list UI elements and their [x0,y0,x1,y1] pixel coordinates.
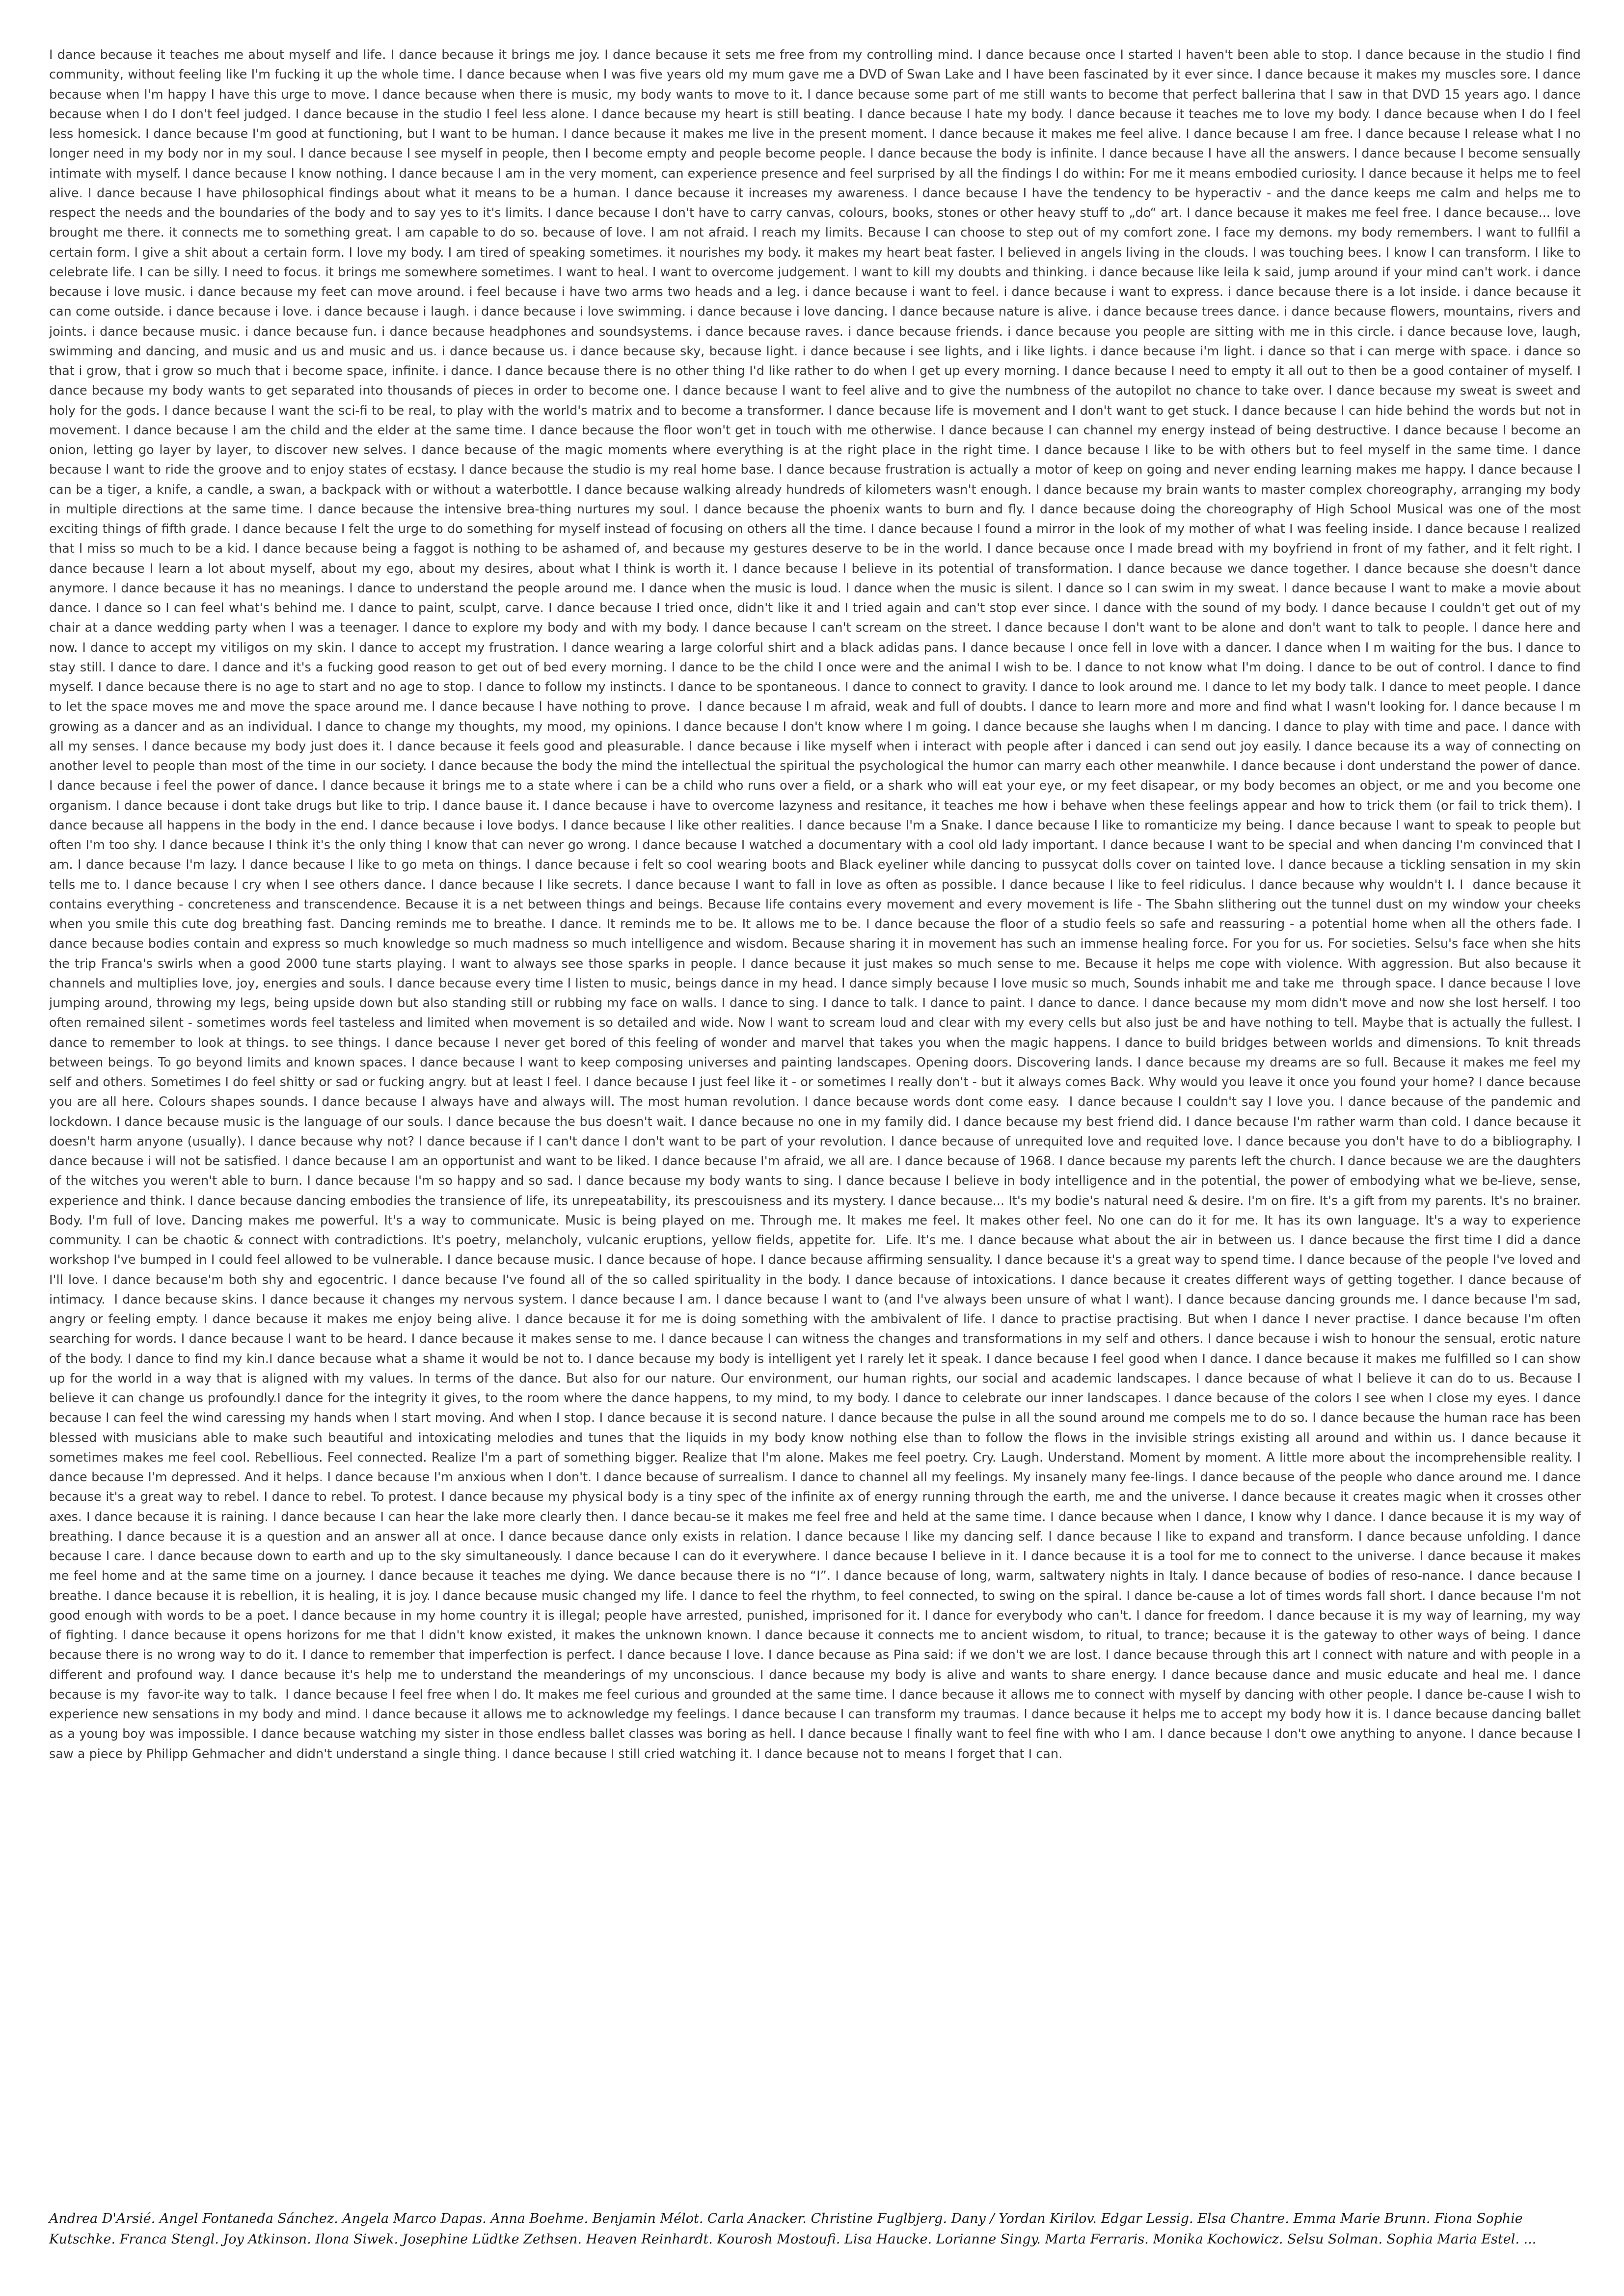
body-text: I dance because it teaches me about myself and life. I dance because it brings me joy. I dance because it sets me free from my controlling mind. I dance because once I started I haven't been able to stop. I dance because in the studio I find community, without feeling like I'm fucking it up the whole time. I dance because when I was five years old my mum gave me a DVD of Swan Lake and I have been fascinated by it ever since. I dance because it makes my muscles sore. I dance because when I'm happy I have this urge to move. I dance because when there is music, my body wants to move to it. I dance because some part of me still wants to become that perfect ballerina that I saw in that DVD 15 years ago. I dance because when I do I don't feel judged. I dance because in the studio I feel less alone. I dance because my heart is still beating. I dance because I hate my body. I dance because it teaches me to love my body. I dance because when I do I feel less homesick. I dance because I'm good at functioning, but I want to be human. I dance because it makes me live in the present moment. I dance because it makes me feel alive. I dance because I am free. I dance because I release what I no longer need in my body nor in my soul. I dance because I see myself in people, then I become empty and people become people. I dance because the body is infinite. I dance because I have all the answers. I dance because I become sensually intimate with myself. I dance because I know nothing. I dance because I am in the very moment, can experience presence and feel surprised by all the findings I do within: For me it means embodied curiosity. I dance because it helps me to feel alive. I dance because I have philosophical findings about what it means to be a human. I dance because it increases my awareness. I dance because I have the tendency to be hyperactiv - and the dance keeps me calm and helps me to respect the needs and the boundaries of the body and to say yes to it's limits. I dance because I don't have to carry canvas, colours, books, stones or other heavy stuff to „do“ art. I dance because it makes me feel free. I dance because... love brought me there. it connects me to something great. I am capable to do so. because of love. I am not afraid. I reach my limits. Because I can choose to step out of my comfort zone. I face my demons. my body remembers. I want to fullfil a certain form. I give a shit about a certain form. I love my body. I am tired of speaking sometimes. it nourishes my body. it makes my heart beat faster. I believed in angels living in the clouds. I was touching bees. I know I can transform. I like to celebrate life. I can be silly. I need to focus. it brings me somewhere sometimes. I want to heal. I want to overcome judgement. I want to kill my doubts and thinking. i dance because like leila k said, jump around if your mind can't work. i dance because i love music. i dance because my feet can move around. i feel because i have two arms two heads and a leg. i dance because i want to feel. i dance because i want to express. i dance because there is a lot inside. i dance because it can come outside. i dance because i love. i dance because i laugh. i dance because i love swimming. i dance because i love dancing. I dance because nature is alive. i dance because trees dance. i dance because flowers, mountains, rivers and joints. i dance because music. i dance because fun. i dance because headphones and soundsystems. i dance because raves. i dance because friends. i dance because you people are sitting with me in this circle. i dance because love, laugh, swimming and dancing, and music and us and music and us. i dance because us. i dance because sky, because light. i dance because i see lights, and i like lights. i dance because i'm light. i dance so that i can merge with space. i dance so that i grow, that i grow so much that i become space, infinite. i dance. I dance because there is no other thing I'd like rather to do when I get up every morning. I dance because I need to empty it all out to then be a good container of myself. I dance because my body wants to get separated into thousands of pieces in order to become one. I dance because I want to feel alive and to give the numbness of the autopilot no chance to take over. I dance because my sweat is sweet and holy for the gods. I dance because I want the sci-fi to be real, to play with the world's matrix and to become a transformer. I dance because life is movement and I don't want to get stuck. I dance because I can hide behind the words but not in movement. I dance because I am the child and the elder at the same time. I dance because the floor won't get in touch with me otherwise. I dance because I can channel my energy instead of being destructive. I dance because I become an onion, letting go layer by layer, to discover new selves. I dance because of the magic moments where everything is at the right place in the right time. I dance because I like to be with others but to feel myself in the same time. I dance because I want to ride the groove and to enjoy states of ecstasy. I dance because the studio is my real home base. I dance because frustration is actually a motor of keep on going and never ending learning makes me happy. I dance because I can be a tiger, a knife, a candle, a swan, a backpack with or without a waterbottle. I dance because walking already hundreds of kilometers wasn't enough. I dance because my brain wants to master complex choreography, arranging my body in multiple directions at the same time. I dance because the intensive brea-thing nurtures my soul. I dance because the phoenix wants to burn and fly. I dance because doing the choreography of High School Musical was one of the most exciting things of fifth grade. I dance because I felt the urge to do something for myself instead of focusing on others all the time. I dance because I found a mirror in the look of my mother of what I was feeling inside. I dance because I realized that I miss so much to be a kid. I dance because being a faggot is nothing to be ashamed of, and because my gestures deserve to be in the world. I dance because once I made bread with my boyfriend in front of my father, and it felt right. I dance because I learn a lot about myself, about my ego, about my desires, about what I think is worth it. I dance because I believe in its potential of transformation. I dance because we dance together. I dance because she doesn't dance anymore. I dance because it has no meanings. I dance to understand the people around me. I dance when the music is loud. I dance when the music is silent. I dance so I can swim in my sweat. I dance because I want to make a movie about dance. I dance so I can feel what's behind me. I dance to paint, sculpt, carve. I dance because I tried once, didn't like it and I tried again and can't stop ever since. I dance with the sound of my body. I dance because I couldn't get out of my chair at a dance wedding party when I was a teenager. I dance to explore my body and with my body. I dance because I can't scream on the street. I dance because I don't want to be alone and don't want to talk to people. I dance here and now. I dance to accept my vitiligos on my skin. I dance to accept my frustration. I dance wearing a large colorful shirt and a black adidas pans. I dance because I once fell in love with a dancer. I dance when I m waiting for the bus. I dance to stay still. I dance to dare. I dance and it's a fucking good reason to get out of bed every morning. I dance to be the child I once were and the animal I wish to be. I dance to not know what I'm doing. I dance to be out of control. I dance to find myself. I dance because there is no age to start and no age to stop. I dance to follow my instincts. I dance to be spontaneous. I dance to connect to gravity. I dance to look around me. I dance to let my body talk. I dance to meet people. I dance to let the space moves me and move the space around me. I dance because I have nothing to prove. I dance because I m afraid, weak and full of doubts. I dance to learn more and more and find what I wasn't looking for. I dance because I m growing as a dancer and as an individual. I dance to change my thoughts, my mood, my opinions. I dance because I don't know where I m going. I dance because she laughs when I m dancing. I dance to play with time and pace. I dance with all my senses. I dance because my body just does it. I dance because it feels good and pleasurable. I dance because i like myself when i interact with people after i danced i can send out joy easily. I dance because its a way of connecting on another level to people than most of the time in our society. I dance because the body the mind the intellectual the spiritual the psychological the humor can marry each other meanwhile. I dance because i dont understand the power of dance. I dance because i feel the power of dance. I dance because it brings me to a state where i can be a child who runs over a field, or a shark who will eat your eye, or my feet disapear, or my body becomes an object, or me and you become one organism. I dance because i dont take drugs but like to trip. I dance bause it. I dance because i have to overcome lazyness and resitance, it teaches me how i behave when these feelings appear and how to trick them (or fail to trick them). I dance because all happens in the body in the end. I dance because i love bodys. I dance because I like other realities. I dance because I'm a Snake. I dance because I like to romanticize my being. I dance because I want to speak to people but often I'm too shy. I dance because I think it's the only thing I know that can never go wrong. I dance because I watched a documentary with a cool old lady important. I dance because I want to be special and when dancing I'm convinced that I am. I dance because I'm lazy. I dance because I like to go meta on things. I dance because i felt so cool wearing boots and Black eyeliner while dancing to pussycat dolls cover on tainted love. I dance because a tickling sensation in my skin tells me to. I dance because I cry when I see others dance. I dance because I like secrets. I dance because I want to fall in love as often as possible. I dance because I like to feel ridiculus. I dance because why wouldn't I. I dance because it contains everything - concreteness and transcendence. Because it is a net between things and beings. Because life contains every movement and every movement is life - The Sbahn slithering out the tunnel dust on my window your cheeks when you smile this cute dog breathing fast. Dancing reminds me to breathe. I dance. It reminds me to be. It allows me to be. I dance because the floor of a studio feels so safe and reassuring - a potential home when all the others fade. I dance because bodies contain and express so much knowledge so much madness so much intelligence and wisdom. Because sharing it in movement has such an immense healing force. For you for us. For societies. Selsu's face when she hits the trip Franca's swirls when a good 2000 tune starts playing. I want to always see those sparks in people. I dance because it just makes so much sense to me. Because it helps me cope with violence. With aggression. But also because it channels and multiplies love, joy, energies and souls. I dance because every time I listen to music, beings dance in my head. I dance simply because I love music so much, Sounds inhabit me and take me through space. I dance because I love jumping around, throwing my legs, being upside down but also standing still or rubbing my face on walls. I dance to sing. I dance to talk. I dance to paint. I dance to dance. I dance because my mom didn't move and now she lost herself. I too often remained silent - sometimes words feel tasteless and limited when movement is so detailed and wide. Now I want to scream loud and clear with my every cells but also just be and have nothing to tell. Maybe that is actually the fullest. I dance to remember to look at things. to see things. I dance because I never get bored of this feeling of wonder and marvel that takes you when the magic happens. I dance to build bridges between worlds and dimensions. To knit threads between beings. To go beyond limits and known spaces. I dance because I want to keep composing universes and painting landscapes. Opening doors. Discovering lands. I dance because my dreams are so full. Because it makes me feel my self and others. Sometimes I do feel shitty or sad or fucking angry. but at least I feel. I dance because I just feel like it - or sometimes I really don't - but it always comes Back. Why would you leave it once you found your home? I dance because you are all here. Colours shapes sounds. I dance because I always have and always will. The most human revolution. I dance because words dont come easy. I dance because I couldn't say I love you. I dance because of the pandemic and lockdown. I dance because music is the language of our souls. I dance because the bus doesn't wait. I dance because no one in my family did. I dance because my best friend did. I dance because I'm rather warm than cold. I dance because it doesn't harm anyone (usually). I dance because why not? I dance because if I can't dance I don't want to be part of your revolution. I dance because of unrequited love and requited love. I dance because you don't have to do a bibliography. I dance because i will not be satisfied. I dance because I am an opportunist and want to be liked. I dance because I'm afraid, we all are. I dance because of 1968. I dance because my parents left the church. I dance because we are the daughters of the witches you weren't able to burn. I dance because I'm so happy and so sad. I dance because my body wants to sing. I dance because I believe in body intelligence and in the potential, the power of embodying what we be-lieve, sense, experience and think. I dance because dancing embodies the transience of life, its unrepeatability, its prescouisness and its mystery. I dance because... It's my bodie's natural need & desire. I'm on fire. It's a gift from my parents. It's no brainer. Body. I'm full of love. Dancing makes me powerful. It's a way to communicate. Music is being played on me. Through me. It makes me feel. It makes other feel. No one can do it for me. It has its own language. It's a way to experience community. I can be chaotic & connect with contradictions. It's poetry, melancholy, vulcanic eruptions, yellow fields, appetite for. Life. It's me. I dance because what about the air in between us. I dance because the first time I did a dance workshop I've bumped in I could feel allowed to be vulnerable. I dance because music. I dance because of hope. I dance because affirming sensuality. I dance because it's a great way to spend time. I dance because of the people I've loved and I'll love. I dance because'm both shy and egocentric. I dance because I've found all of the so called spirituality in the body. I dance because of intoxications. I dance because it creates different ways of getting together. I dance because of intimacy. I dance because skins. I dance because it changes my nervous system. I dance because I am. I dance because I want to (and I've always been unsure of what I want). I dance because dancing grounds me. I dance because I'm sad, angry or feeling empty. I dance because it makes me enjoy being alive. I dance because it for me is doing something with the ambivalent of life. I dance to practise practising. But when I dance I never practise. I dance because I'm often searching for words. I dance because I want to be heard. I dance because it makes sense to me. I dance because I can witness the changes and transformations in my self and others. I dance because i wish to honour the sensual, erotic nature of the body. I dance to find my kin.I dance because what a shame it would be not to. I dance because my body is intelligent yet I rarely let it speak. I dance because I feel good when I dance. I dance because it makes me fulfilled so I can show up for the world in a way that is aligned with my values. In terms of the dance. But also for our nature. Our environment, our human rights, our social and academic landscapes. I dance because of what I believe it can do to us. Because I believe it can change us profoundly.I dance for the integrity it gives, to the room where the dance happens, to my mind, to my body. I dance to celebrate our inner landscapes. I dance because of the colors I see when I close my eyes. I dance because I can feel the wind caressing my hands when I start moving. And when I stop. I dance because it is second nature. I dance because the pulse in all the sound around me compels me to do so. I dance because the human race has been blessed with musicians able to make such beautiful and intoxicating melodies and tunes that the liquids in my body know nothing else than to follow the flows in the invisible strings existing all around and within us. I dance because it sometimes makes me feel cool. Rebellious. Feel connected. Realize I'm a part of something bigger. Realize that I'm alone. Makes me feel poetry. Cry. Laugh. Understand. Moment by moment. A little more about the incomprehensible reality. I dance because I'm depressed. And it helps. I dance because I'm anxious when I don't. I dance because of surrealism. I dance to channel all my feelings. My insanely many fee-lings. I dance because of the people who dance around me. I dance because it's a great way to rebel. I dance to rebel. To protest. I dance because my physical body is a tiny spec of the infinite ax of energy running through the earth, me and the universe. I dance because it creates magic when it crosses other axes. I dance because it is raining. I dance because I can hear the lake more clearly then. I dance becau-se it makes me feel free and held at the same time. I dance because when I dance, I know why I dance. I dance because it is my way of breathing. I dance because it is a question and an answer all at once. I dance because dance only exists in relation. I dance because I like my dancing self. I dance because I like to expand and transform. I dance because unfolding. I dance because I care. I dance because down to earth and up to the sky simultaneously. I dance because I can do it everywhere. I dance because I believe in it. I dance because it is a tool for me to connect to the universe. I dance because it makes me feel home and at the same time on a journey. I dance because it teaches me dying. We dance because there is no “I”. I dance because of long, warm, saltwatery nights in Italy. I dance because of bodies of reso-nance. I dance because I breathe. I dance because it is rebellion, it is healing, it is joy. I dance because music changed my life. I dance to feel the rhythm, to feel connected, to swing on the spiral. I dance be-cause a lot of times words fall short. I dance because I'm not good enough with words to be a poet. I dance because in my home country it is illegal; people have arrested, punished, imprisoned for it. I dance for everybody who can't. I dance for freedom. I dance because it is my way of learning, my way of fighting. I dance because it opens horizons for me that I didn't know existed, it makes the unknown known. I dance because it connects me to ancient wisdom, to ritual, to trance; because it is the gateway to other ways of being. I dance because there is no wrong way to do it. I dance to remember that imperfection is perfect. I dance because I love. I dance because as Pina said: if we don't we are lost. I dance because through this art I connect with nature and with people in a different and profound way. I dance because it's help me to understand the meanderings of my unconscious. I dance because my body is alive and wants to share energy. I dance because dance and music educate and heal me. I dance because is my favor-ite way to talk. I dance because I feel free when I do. It makes me feel curious and grounded at the same time. I dance because it allows me to connect with myself by dancing with other people. I dance be-cause I wish to experience new sensations in my body and mind. I dance because it allows me to acknowledge my feelings. I dance because I can transform my traumas. I dance because it helps me to accept my body how it is. I dance because dancing ballet as a young boy was impossible. I dance because watching my sister in those endless ballet classes was boring as hell. I dance because I finally want to feel fine with who I am. I dance because I don't owe anything to anyone. I dance because I saw a piece by Philipp Gehmacher and didn't understand a single thing. I dance because I still cried watching it. I dance because not to means I forget that I can. [49,48,1585,1762]
credits-names: Andrea D'Arsié. Angel Fontaneda Sánchez. Angela Marco Dapas. Anna Boehme. Benjamin Mélot. Carla Anacker. Christine Fuglbjerg. Dany / Yordan Kirilov. Edgar Lessig. Elsa Chantre. Emma Marie Brunn. Fiona Sophie Kutschke. Franca Stengl. Joy Atkinson. Ilona Siwek. Josephine Lüdtke Zethsen. Heaven Reinhardt. Kourosh Mostoufi. Lisa Haucke. Lorianne Singy. Marta Ferraris. Monika Kochowicz. Selsu Solman. Sophia Maria Estel. ... [49,2211,1537,2247]
